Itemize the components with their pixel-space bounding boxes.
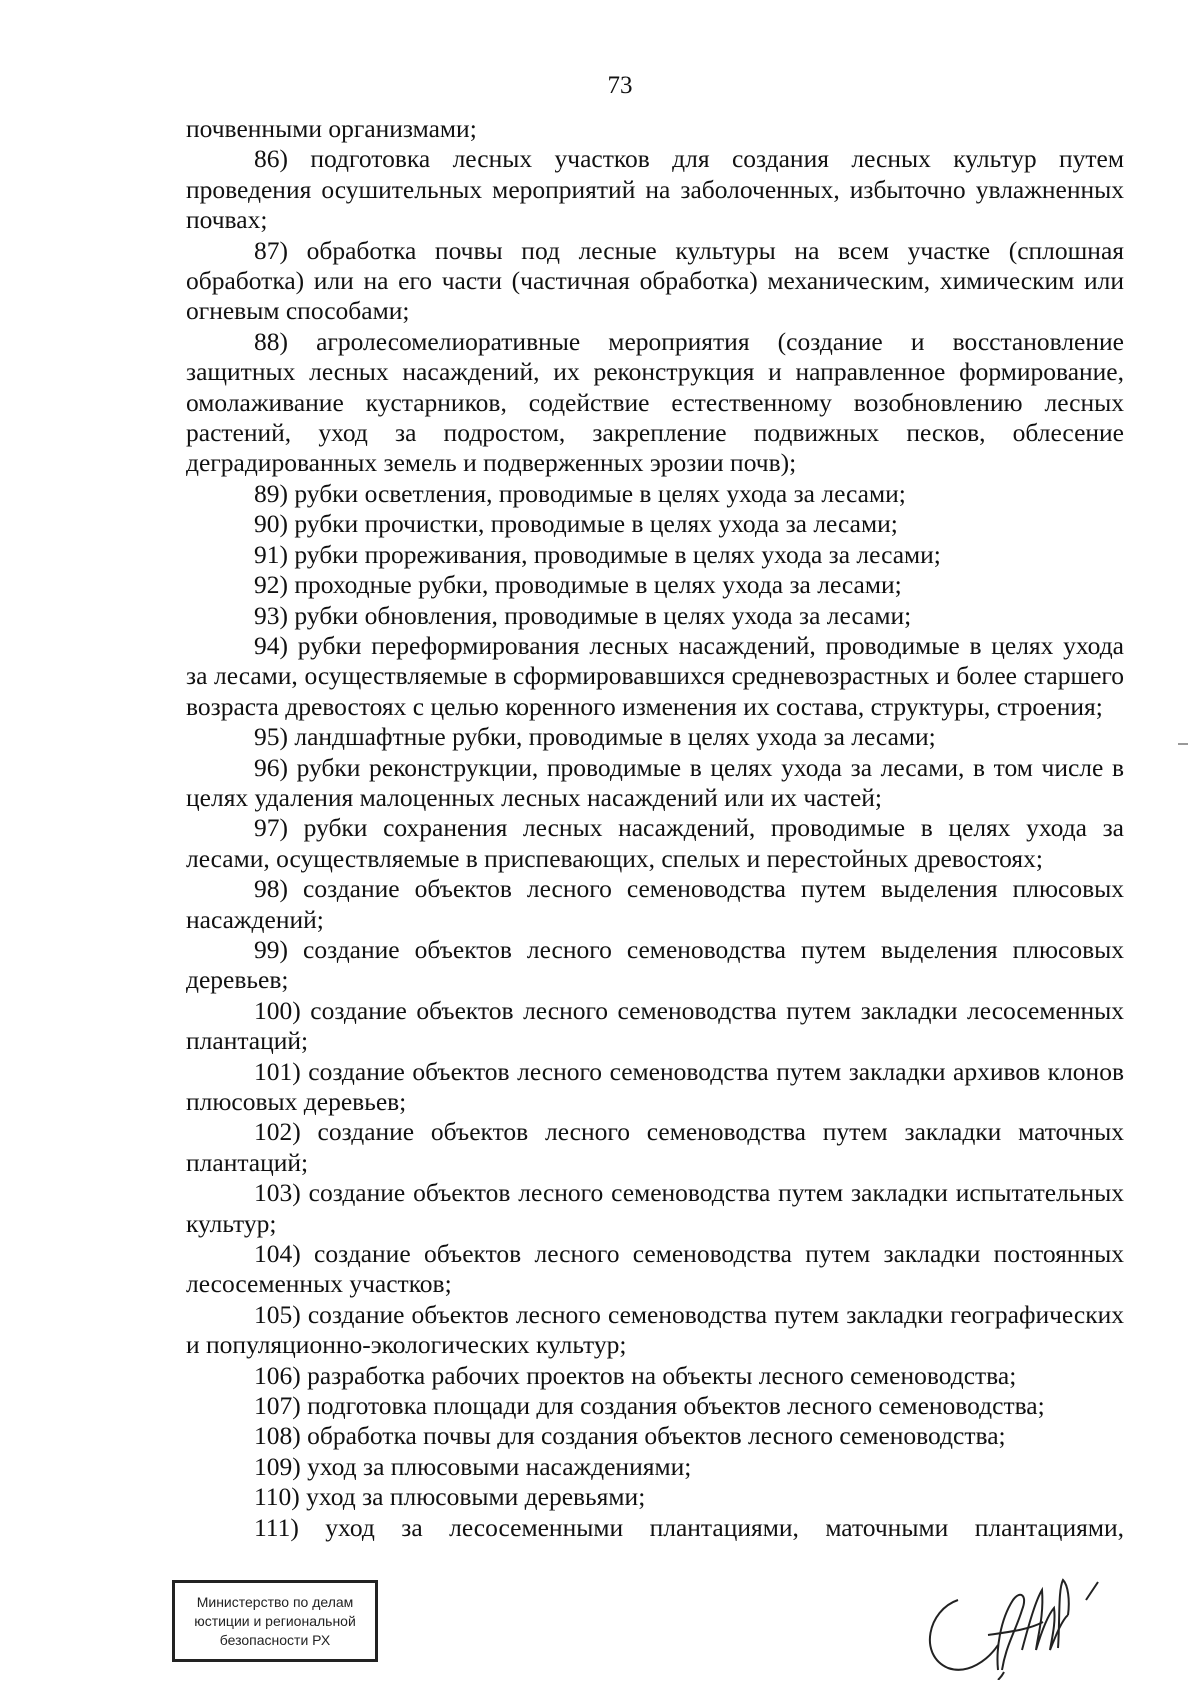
paragraph: 103) создание объектов лесного семеноводства путем закладки испытательных культур;	[186, 1178, 1124, 1238]
paragraph: 90) рубки прочистки, проводимые в целях ухода за лесами;	[254, 509, 898, 539]
paragraph: 110) уход за плюсовыми деревьями;	[254, 1482, 646, 1512]
registration-stamp	[172, 1580, 378, 1662]
paragraph: 111) уход за лесосеменными плантациями, маточными плантациями,	[254, 1512, 1124, 1542]
paragraph: 94) рубки переформирования лесных насаждений, проводимые в целях ухода за лесами, осуществляемые в сформировавшихся средневозрастных и более старшего возраста древостоях с целью коренного изменения их состава, структуры, строения;	[186, 630, 1124, 721]
paragraph: 109) уход за плюсовыми насаждениями;	[254, 1451, 692, 1481]
paragraph: 96) рубки реконструкции, проводимые в целях ухода за лесами, в том числе в целях удаления малоценных лесных насаждений или их частей;	[186, 752, 1124, 812]
paragraph: 95) ландшафтные рубки, проводимые в целях ухода за лесами;	[254, 722, 936, 752]
stamp-line: юстиции и региональной	[194, 1612, 356, 1629]
paragraph: 100) создание объектов лесного семеноводства путем закладки лесосеменных плантаций;	[186, 995, 1124, 1056]
paragraph: 98) создание объектов лесного семеноводства путем выделения плюсовых насаждений;	[186, 874, 1124, 934]
paragraph: 87) обработка почвы под лесные культуры на всем участке (сплошная обработка) или на его части (частичная обработка) механическим, химическим или огневым способами;	[186, 235, 1124, 326]
document-body	[186, 114, 1124, 1543]
paragraph: 97) рубки сохранения лесных насаждений, проводимые в целях ухода за лесами, осуществляемые в приспевающих, спелых и перестойных древостоях;	[186, 813, 1124, 873]
paragraph: 102) создание объектов лесного семеноводства путем закладки маточных плантаций;	[186, 1117, 1124, 1177]
paragraph: 89) рубки осветления, проводимые в целях ухода за лесами;	[254, 478, 906, 508]
stamp-line: Министерство по делам	[196, 1593, 354, 1610]
paragraph: 101) создание объектов лесного семеноводства путем закладки архивов клонов плюсовых деревьев;	[186, 1056, 1124, 1116]
paragraph: 93) рубки обновления, проводимые в целях ухода за лесами;	[254, 600, 912, 630]
scan-artifact	[1178, 743, 1188, 745]
paragraph: 104) создание объектов лесного семеноводства путем закладки постоянных лесосеменных участков;	[186, 1239, 1124, 1299]
paragraph: 88) агролесомелиоративные мероприятия (создание и восстановление защитных лесных насаждений, их реконструкция и направленное формирование, омолаживание кустарников, содействие естественному возобновлению лесных растений, уход за подростом, закрепление подвижных песков, облесение деградированных земель и подверженных эрозии почв);	[186, 326, 1124, 478]
paragraph: 91) рубки прореживания, проводимые в целях ухода за лесами;	[254, 539, 941, 569]
stamp-line: безопасности РХ	[219, 1631, 331, 1648]
paragraph: почвенными организмами;	[186, 114, 477, 143]
paragraph: 92) проходные рубки, проводимые в целях ухода за лесами;	[254, 570, 902, 600]
paragraph: 108) обработка почвы для создания объектов лесного семеноводства;	[254, 1421, 1006, 1451]
paragraph: 99) создание объектов лесного семеноводства путем выделения плюсовых деревьев;	[186, 934, 1124, 995]
handwritten-signature-icon	[918, 1560, 1118, 1680]
paragraph: 106) разработка рабочих проектов на объекты лесного семеноводства;	[254, 1360, 1017, 1390]
page-number: 73	[607, 72, 633, 99]
paragraph: 86) подготовка лесных участков для создания лесных культур путем проведения осушительных мероприятий на заболоченных, избыточно увлажненных почвах;	[186, 144, 1124, 235]
paragraph: 105) создание объектов лесного семеноводства путем закладки географических и популяционно-экологических культур;	[186, 1299, 1124, 1360]
paragraph: 107) подготовка площади для создания объектов лесного семеноводства;	[254, 1391, 1045, 1421]
